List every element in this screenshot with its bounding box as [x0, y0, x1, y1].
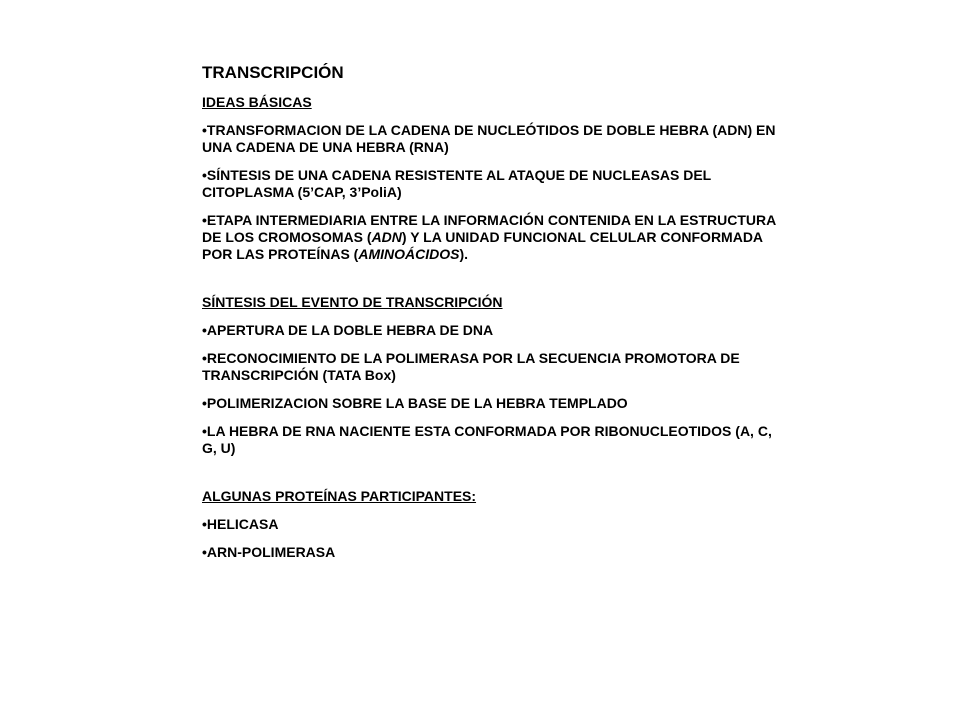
- bullet-item: [202, 212, 782, 263]
- bullet-item: [202, 322, 782, 339]
- spacer: [202, 468, 782, 488]
- bullet-text-italic: ADN: [371, 229, 402, 245]
- bullet-text-italic: AMINOÁCIDOS: [358, 246, 460, 262]
- bullet-text: ARN-POLIMERASA: [206, 544, 336, 560]
- section-heading-ideas-basicas: IDEAS BÁSICAS: [202, 94, 312, 110]
- bullet-text-part: ETAPA INTERMEDIARIA ENTRE LA INFORMACIÓN CONTENIDA EN LA ESTRUCTURA DE LOS CROMOSOMAS (: [202, 212, 776, 245]
- bullet-icon: •: [202, 322, 207, 338]
- bullet-text: HELICASA: [206, 516, 279, 532]
- bullet-icon: •: [202, 423, 207, 439]
- bullet-text: APERTURA DE LA DOBLE HEBRA DE DNA: [206, 322, 494, 338]
- spacer: [202, 274, 782, 294]
- section-heading-proteinas: ALGUNAS PROTEÍNAS PARTICIPANTES:: [202, 488, 477, 504]
- bullet-icon: •: [202, 122, 207, 138]
- bullet-text: LA HEBRA DE RNA NACIENTE ESTA CONFORMADA POR RIBONUCLEOTIDOS (A, C, G, U): [202, 423, 772, 456]
- bullet-icon: •: [202, 212, 207, 228]
- bullet-text: POLIMERIZACION SOBRE LA BASE DE LA HEBRA TEMPLADO: [206, 395, 628, 411]
- section-heading-sintesis: SÍNTESIS DEL EVENTO DE TRANSCRIPCIÓN: [202, 294, 503, 310]
- bullet-icon: •: [202, 350, 207, 366]
- bullet-item: [202, 167, 782, 201]
- bullet-item: [202, 122, 782, 156]
- bullet-icon: •: [202, 395, 207, 411]
- bullet-icon: •: [202, 544, 207, 560]
- slide-content: [202, 62, 782, 572]
- bullet-text: RECONOCIMIENTO DE LA POLIMERASA POR LA SECUENCIA PROMOTORA DE TRANSCRIPCIÓN (TATA Box): [202, 350, 740, 383]
- bullet-icon: •: [202, 516, 207, 532]
- bullet-text: SÍNTESIS DE UNA CADENA RESISTENTE AL ATAQUE DE NUCLEASAS DEL CITOPLASMA (5’CAP, 3’PoliA): [202, 167, 711, 200]
- bullet-text: TRANSFORMACION DE LA CADENA DE NUCLEÓTIDOS DE DOBLE HEBRA (ADN) EN UNA CADENA DE UNA HEBRA (RNA): [202, 122, 776, 155]
- bullet-text-part: ).: [459, 246, 469, 262]
- bullet-item: [202, 350, 782, 384]
- bullet-item: [202, 516, 782, 533]
- bullet-item: [202, 395, 782, 412]
- bullet-text-part: ) Y LA UNIDAD FUNCIONAL CELULAR CONFORMADA POR LAS PROTEÍNAS (: [202, 229, 763, 262]
- bullet-icon: •: [202, 167, 207, 183]
- bullet-item: [202, 423, 782, 457]
- slide-title: TRANSCRIPCIÓN: [202, 63, 344, 82]
- bullet-item: [202, 544, 782, 561]
